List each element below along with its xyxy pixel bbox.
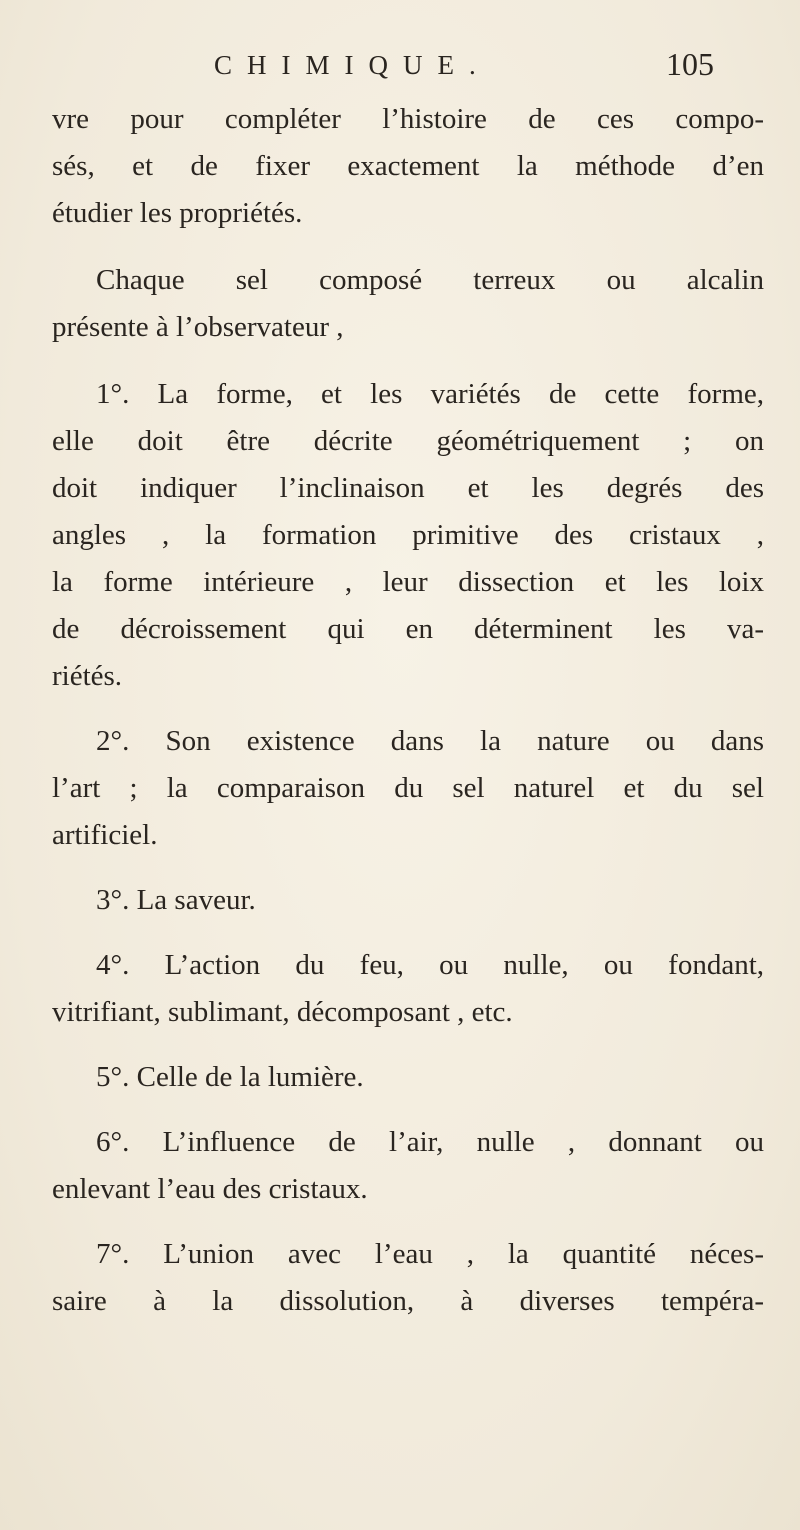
text-line: 2°. Son existence dans la nature ou dans	[96, 725, 764, 757]
text-line: riétés.	[52, 660, 123, 692]
text-line: 3°. La saveur.	[96, 884, 256, 916]
text-line: sés, et de fixer exactement la méthode d’en	[52, 150, 764, 182]
text-line: saire à la dissolution, à diverses tempéra-	[52, 1285, 764, 1317]
text-line: Chaque sel composé terreux ou alcalin	[96, 264, 764, 296]
text-line: enlevant l’eau des cristaux.	[52, 1173, 368, 1205]
text-line: l’art ; la comparaison du sel naturel et du sel	[52, 772, 764, 804]
text-line: étudier les propriétés.	[52, 197, 303, 229]
paragraph-item-2	[52, 718, 764, 859]
text-line: angles , la formation primitive des cristaux ,	[52, 519, 764, 551]
page-number: 105	[666, 46, 714, 82]
text-line: doit indiquer l’inclinaison et les degrés des	[52, 472, 764, 504]
running-head	[0, 46, 800, 96]
text-line: vre pour compléter l’histoire de ces compo-	[52, 103, 764, 135]
paragraph-item-3	[52, 877, 764, 924]
text-line: 1°. La forme, et les variétés de cette forme,	[96, 378, 764, 410]
paragraph-item-6	[52, 1119, 764, 1213]
text-line: elle doit être décrite géométriquement ; on	[52, 425, 764, 457]
text-line: présente à l’observateur ,	[52, 311, 344, 343]
text-line: 6°. L’influence de l’air, nulle , donnant ou	[96, 1126, 764, 1158]
paragraph-intro	[52, 96, 764, 237]
paragraph-item-7	[52, 1231, 764, 1325]
running-title: CHIMIQUE.	[214, 50, 491, 80]
paragraph-item-5	[52, 1054, 764, 1101]
paragraph-item-1	[52, 371, 764, 700]
paragraph-item-4	[52, 942, 764, 1036]
text-line: artificiel.	[52, 819, 158, 851]
text-line: 7°. L’union avec l’eau , la quantité néces-	[96, 1238, 764, 1270]
text-line: de décroissement qui en déterminent les va-	[52, 613, 764, 645]
text-line: 4°. L’action du feu, ou nulle, ou fondant,	[96, 949, 764, 981]
text-line: 5°. Celle de la lumière.	[96, 1061, 364, 1093]
text-line: vitrifiant, sublimant, décomposant , etc.	[52, 996, 513, 1028]
paragraph-chaque-sel	[52, 257, 764, 351]
text-line: la forme intérieure , leur dissection et les loix	[52, 566, 764, 598]
body-text	[52, 96, 764, 1325]
